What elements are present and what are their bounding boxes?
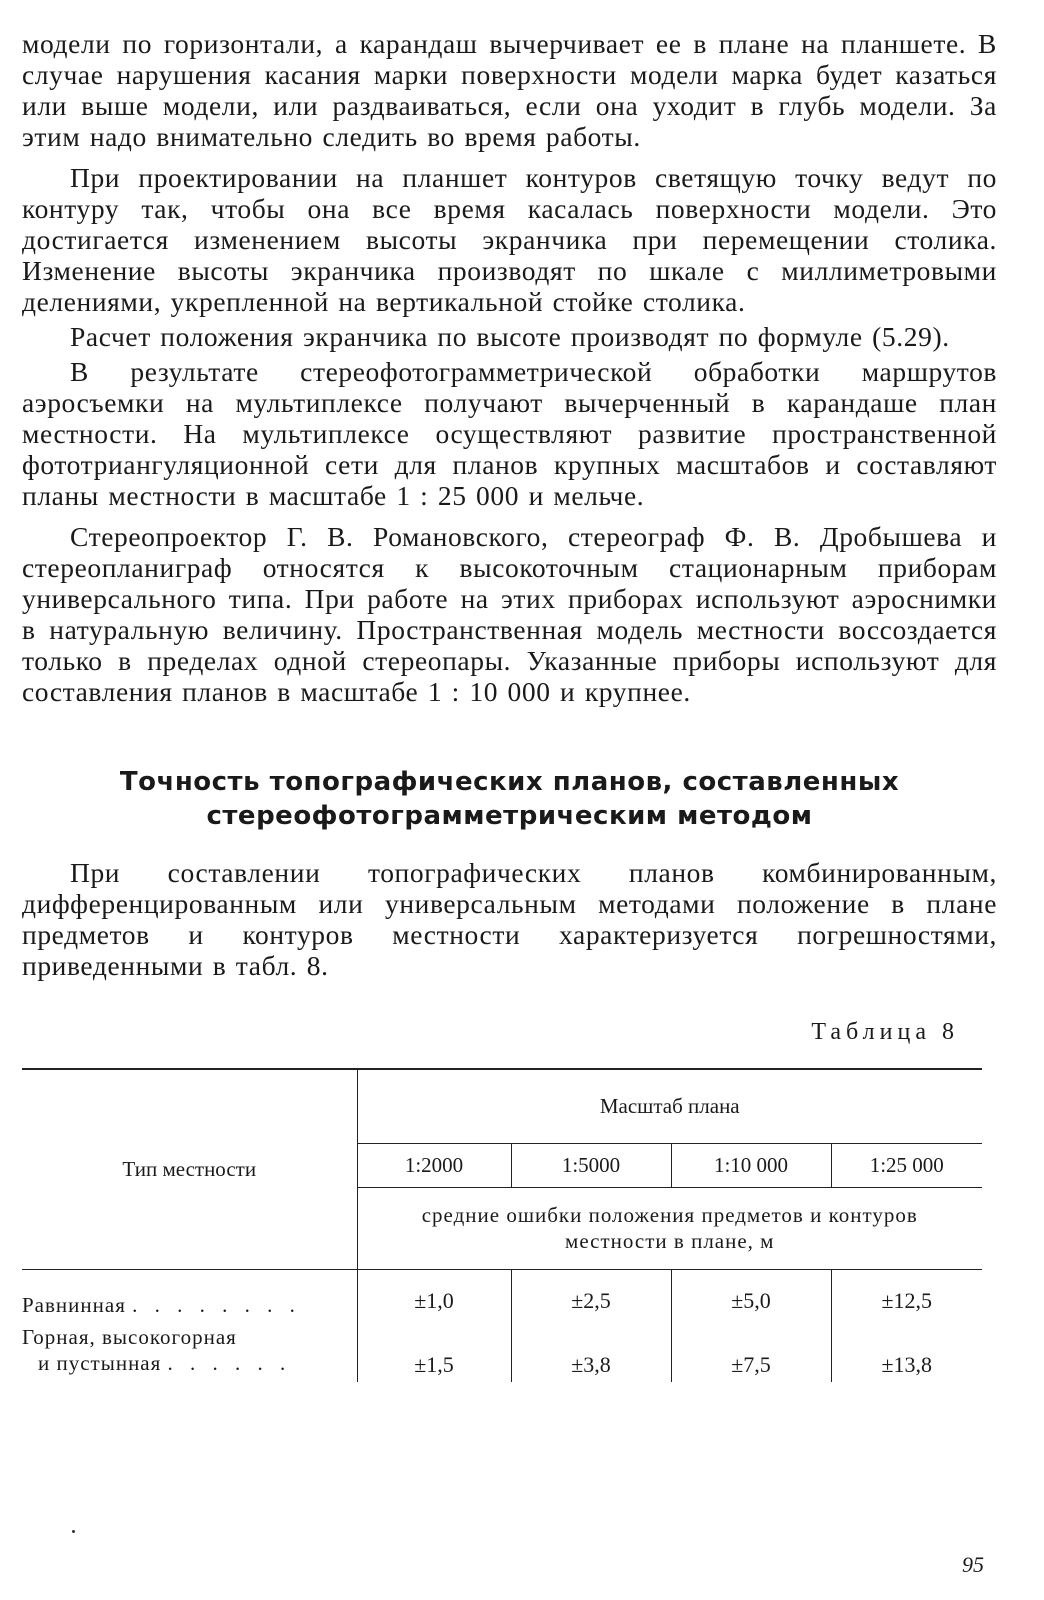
section-heading-line-1: Точность топографических планов, составленных: [119, 767, 900, 797]
unit-note: средние ошибки положения предметов и контуров местности в плане, м: [357, 1187, 982, 1269]
scale-header: 1:10 000: [671, 1143, 831, 1187]
table-body-gap: [22, 1269, 982, 1278]
table-row: [22, 1278, 982, 1324]
scale-header: 1:5000: [511, 1143, 671, 1187]
group-header: Масштаб плана: [357, 1069, 982, 1143]
row-label: [22, 1324, 357, 1382]
row-label-text: Равнинная: [22, 1292, 126, 1317]
paragraph-1: модели по горизонтали, а карандаш вычерчивает ее в плане на планшете. В случае нарушения касания марки поверхности модели марка будет казаться или выше модели, или раздваиваться, если она уходит в глубь модели. За этим надо внимательно следить во время работы.: [22, 28, 997, 152]
row-header: Тип местности: [122, 1157, 257, 1182]
stray-mark: [72, 1530, 75, 1533]
table-cell: ±7,5: [671, 1324, 831, 1382]
paragraph-2: При проектировании на планшет контуров светящую точку ведут по контуру так, чтобы она все время касалась поверхности модели. Это достигается изменением высоты экранчика при перемещении столика. Изменение высоты экранчика производят по шкале с миллиметровыми делениями, укрепленной на вертикальной стойке столика.: [22, 162, 997, 317]
row-label: [22, 1278, 357, 1324]
section-heading-line-2: стереофотограмметрическим методом: [206, 801, 813, 831]
table-header-row: [22, 1069, 982, 1143]
row-header-cell: [22, 1069, 357, 1269]
paragraph-5: Стереопроектор Г. В. Романовского, стереограф Ф. В. Дробышева и стереопланиграф относятся к высокоточным стационарным приборам универсального типа. При работе на этих приборах используют аэроснимки в натуральную величину. Пространственная модель местности воссоздается только в пределах одной стереопары. Указанные приборы используют для составления планов в масштабе 1 : 10 000 и крупнее.: [22, 521, 997, 707]
section-heading: [22, 765, 997, 833]
table-cell: ±12,5: [831, 1278, 982, 1324]
page-number: 95: [962, 1552, 984, 1577]
dot-leader: . . . . . . . .: [132, 1292, 301, 1317]
row-label-cont: [22, 1350, 357, 1376]
table-cell: ±2,5: [511, 1278, 671, 1324]
page-content: [22, 28, 997, 1382]
accuracy-table: [22, 1068, 982, 1382]
scale-header: 1:2000: [357, 1143, 511, 1187]
row-label-text: и пустынная: [38, 1350, 162, 1375]
table-cell: ±1,5: [357, 1324, 511, 1382]
paragraph-4: В результате стереофотограмметрической обработки маршрутов аэросъемки на мультиплексе получают вычерченный в карандаше план местности. На мультиплексе осуществляют развитие пространственной фототриангуляционной сети для планов крупных масштабов и составляют планы местности в масштабе 1 : 25 000 и мельче.: [22, 356, 997, 511]
paragraph-3: Расчет положения экранчика по высоте производят по формуле (5.29).: [70, 321, 950, 352]
table-cell: ±3,8: [511, 1324, 671, 1382]
section-paragraph: При составлении топографических планов комбинированным, дифференцированным или универсальным методами положение в плане предметов и контуров местности характеризуется погрешностями, приведенными в табл. 8.: [22, 857, 997, 981]
table-row: [22, 1324, 982, 1382]
dot-leader: . . . . . .: [167, 1350, 292, 1375]
table-caption: Таблица 8: [811, 1019, 959, 1045]
scale-header: 1:25 000: [831, 1143, 982, 1187]
table-cell: ±13,8: [831, 1324, 982, 1382]
row-label-text: Горная, высокогорная: [22, 1324, 237, 1349]
table-cell: ±1,0: [357, 1278, 511, 1324]
table-cell: ±5,0: [671, 1278, 831, 1324]
